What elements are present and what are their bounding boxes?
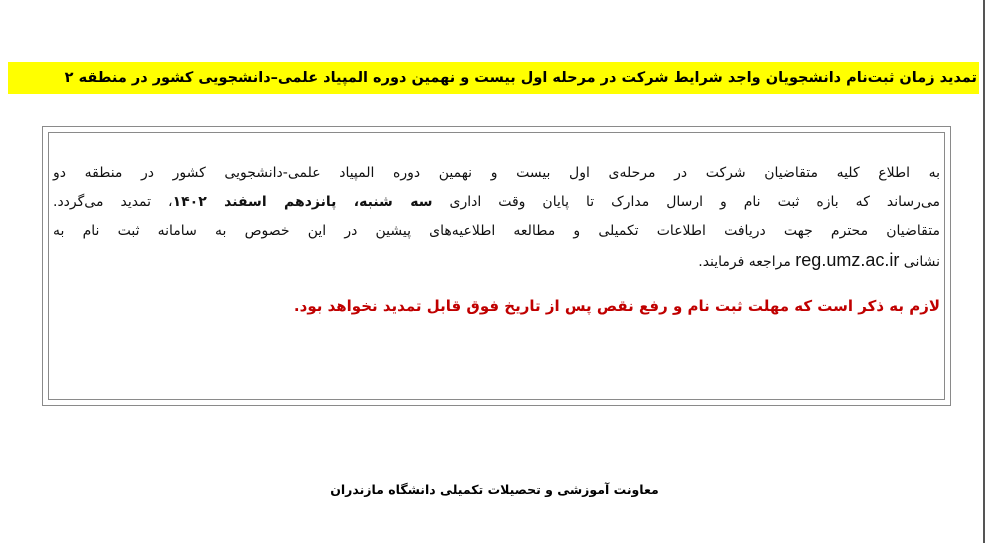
notice-box-inner (48, 132, 945, 400)
deadline-date: سه شنبه، پانزدهم اسفند ۱۴۰۲ (172, 194, 433, 210)
page-edge-rule (983, 0, 985, 543)
extension-warning: لازم به ذکر است که مهلت ثبت نام و رفع نقص پس از تاریخ فوق قابل تمدید نخواهد بود. (293, 297, 940, 315)
notice-line-2-start: می‌رساند که بازه ثبت نام و ارسال مدارک تا پایان وقت اداری (449, 194, 941, 210)
title-highlight (8, 62, 979, 94)
notice-line-2-end: ، تمدید می‌گردد. (53, 194, 173, 210)
registration-url[interactable]: reg.umz.ac.ir (795, 250, 900, 270)
address-label: نشانی (903, 254, 940, 270)
notice-line-2 (53, 188, 940, 217)
notice-line-1: به اطلاع کلیه متقاضیان شرکت در مرحله‌ی اول بیست و نهمین دوره المپیاد علمی-دانشجویی کشور در منطقه دو (53, 165, 940, 181)
notice-line-4-end: مراجعه فرمایند. (698, 254, 791, 270)
notice-line-4 (53, 246, 940, 275)
notice-line-3: متقاضیان محترم جهت دریافت اطلاعات تکمیلی و مطالعه اطلاعیه‌های پیشین در این خصوص به سامانه ثبت نام به (53, 223, 940, 239)
page-title: تمدید زمان ثبت‌نام دانشجویان واجد شرایط شرکت در مرحله اول بیست و نهمین دوره المپیاد علمی–دانشجویی کشور در منطقه ۲ (64, 70, 977, 86)
footer-signature: معاونت آموزشی و تحصیلات تکمیلی دانشگاه مازندران (330, 482, 659, 497)
notice-box-outer (42, 126, 951, 406)
